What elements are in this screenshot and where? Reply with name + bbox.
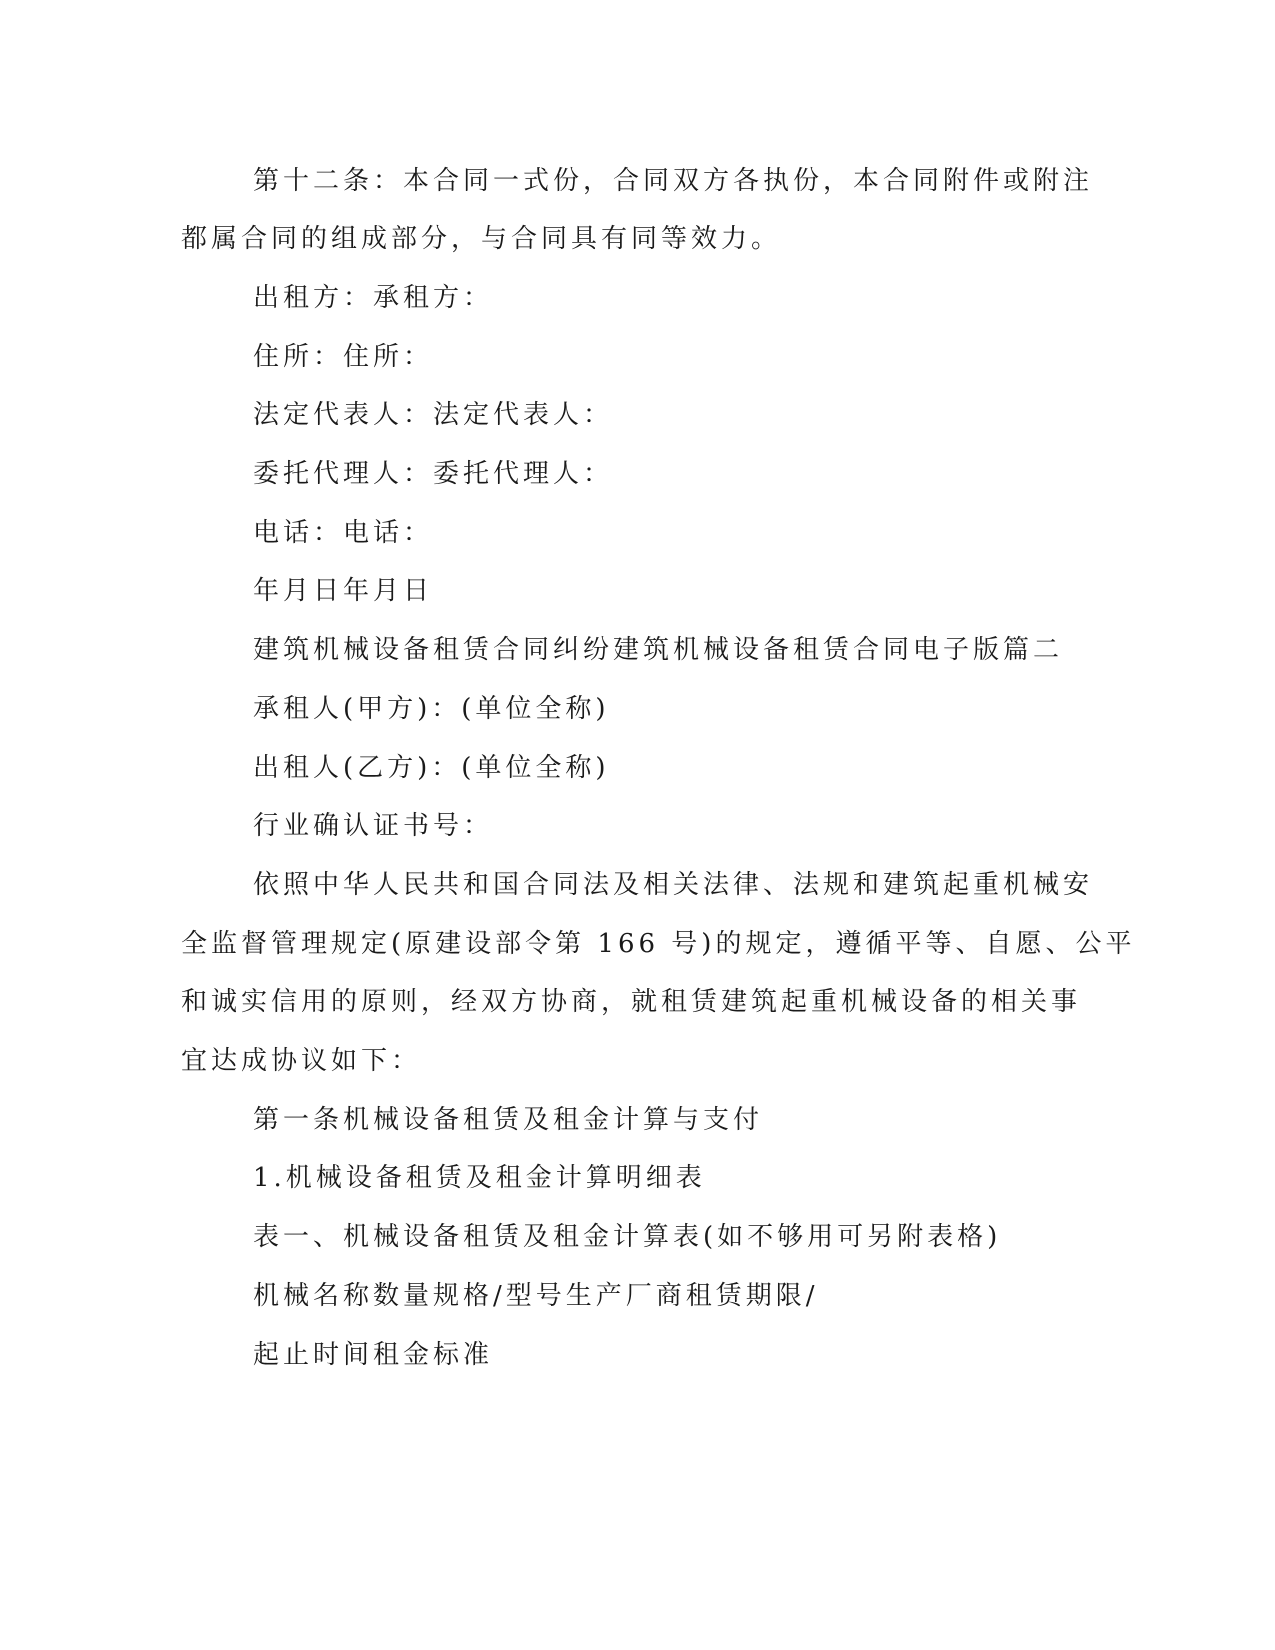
party-a-line: 承租人(甲方)：(单位全称) <box>253 694 610 724</box>
address-line: 住所：住所： <box>253 342 434 372</box>
preamble-line-2: 全监督管理规定(原建设部令第 166 号)的规定，遵循平等、自愿、公平 <box>181 929 1136 959</box>
party-b-line: 出租人(乙方)：(单位全称) <box>253 753 610 783</box>
preamble-line-4: 宜达成协议如下： <box>181 1046 422 1076</box>
lessor-lessee-line: 出租方：承租方： <box>253 283 494 313</box>
section-heading: 建筑机械设备租赁合同纠纷建筑机械设备租赁合同电子版篇二 <box>253 635 1064 665</box>
certificate-number-line: 行业确认证书号： <box>253 811 494 841</box>
article-1-heading: 第一条机械设备租赁及租金计算与支付 <box>253 1105 764 1135</box>
table-header-line-2: 起止时间租金标准 <box>253 1340 494 1370</box>
preamble-line-1: 依照中华人民共和国合同法及相关法律、法规和建筑起重机械安 <box>253 870 1094 900</box>
table-header-line-1: 机械名称数量规格/型号生产厂商租赁期限/ <box>253 1281 819 1311</box>
clause-12-line-1: 第十二条：本合同一式份，合同双方各执份，本合同附件或附注 <box>253 166 1094 196</box>
phone-line: 电话：电话： <box>253 518 434 548</box>
legal-representative-line: 法定代表人：法定代表人： <box>253 400 614 430</box>
item-1-line: 1.机械设备租赁及租金计算明细表 <box>253 1163 706 1193</box>
authorized-agent-line: 委托代理人：委托代理人： <box>253 459 614 489</box>
preamble-line-3: 和诚实信用的原则，经双方协商，就租赁建筑起重机械设备的相关事 <box>181 987 1082 1017</box>
clause-12-line-2: 都属合同的组成部分，与合同具有同等效力。 <box>181 224 782 254</box>
table-1-caption: 表一、机械设备租赁及租金计算表(如不够用可另附表格) <box>253 1222 1002 1252</box>
date-line: 年月日年月日 <box>253 576 434 606</box>
